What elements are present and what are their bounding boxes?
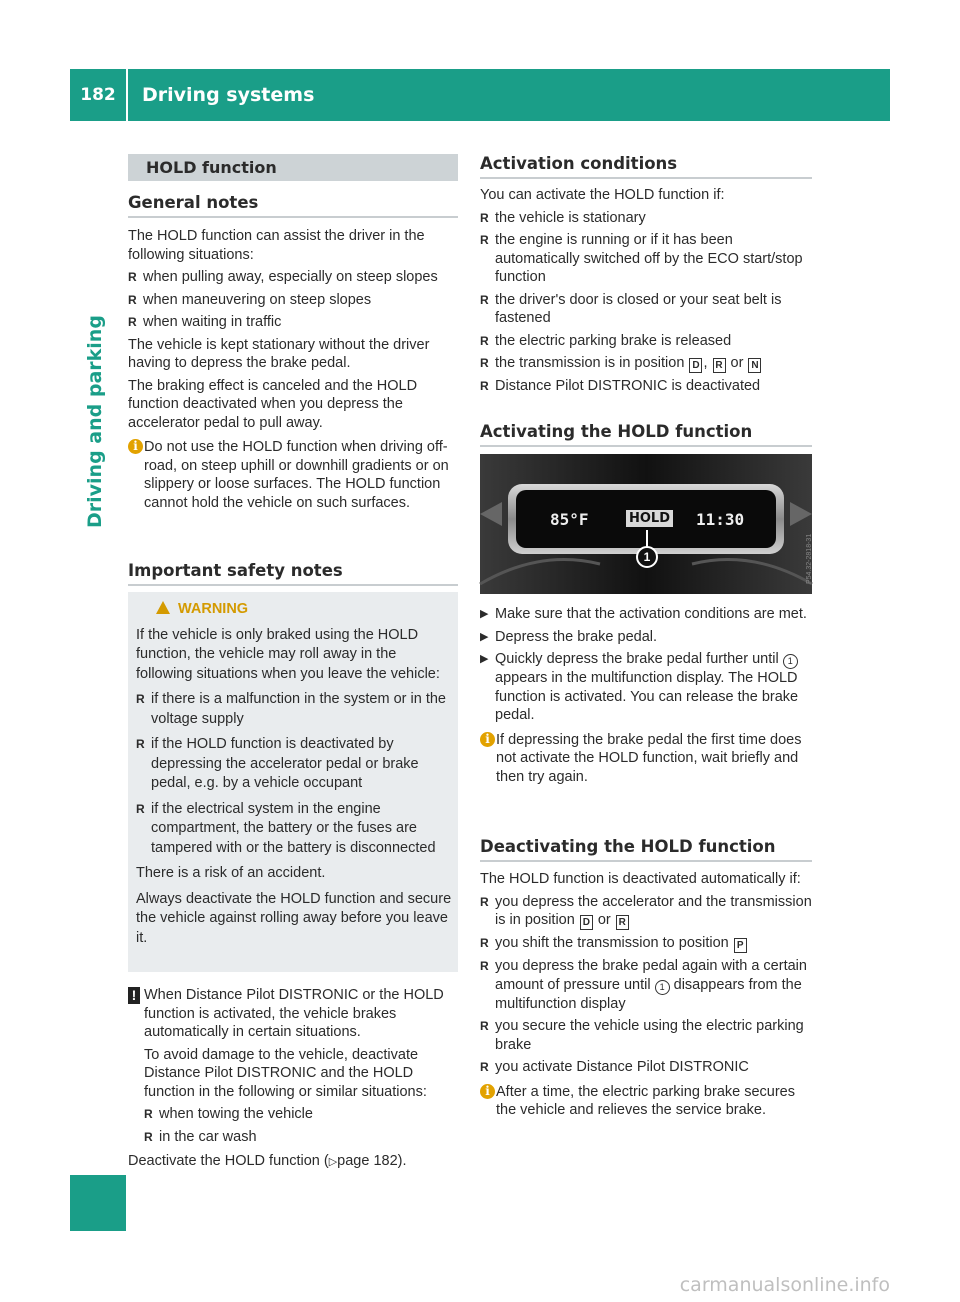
- activating-rule: [480, 445, 812, 447]
- activating-steps: [480, 605, 812, 786]
- exclamation-icon: !: [128, 987, 140, 1004]
- warning-intro: If the vehicle is only braked using the HOLD function, the vehicle may roll away in the following situations when you leave the vehicle:: [136, 626, 440, 682]
- notice-p1: When Distance Pilot DISTRONIC or the HOLD function is activated, the vehicle brakes automatically in certain situations.: [144, 987, 444, 1040]
- notice-p2: To avoid damage to the vehicle, deactivate Distance Pilot DISTRONIC and the HOLD function in the following or similar situations:: [144, 1046, 427, 1100]
- info-icon: i: [480, 732, 495, 747]
- safety-heading: Important safety notes: [128, 561, 343, 580]
- list-item: R Distance Pilot DISTRONIC is deactivated: [480, 378, 761, 394]
- general-notes-info: i Do not use the HOLD function when driving off-road, on steep uphill or downhill gradients or on slippery or loose surfaces. The HOLD function cannot hold the vehicle on such surfaces.: [128, 438, 458, 512]
- hold-function-box: [128, 154, 458, 181]
- deactivating-heading: Deactivating the HOLD function: [480, 837, 776, 856]
- step-arrow-icon: ▶: [480, 608, 489, 620]
- header-divider: [126, 69, 128, 121]
- bullet-icon: R: [128, 270, 137, 284]
- multifunction-display-photo: [480, 454, 812, 594]
- bullet-icon: R: [480, 210, 489, 225]
- list-item: R you shift the transmission to position P: [480, 934, 812, 953]
- page-header: [70, 69, 890, 121]
- gear-d-symbol: D: [689, 358, 702, 373]
- deactivate-reference: Deactivate the HOLD function (▷page 182).: [128, 1153, 407, 1169]
- section-title: Driving systems: [142, 84, 315, 106]
- bullet-icon: R: [480, 1019, 489, 1033]
- list-item: R you depress the brake pedal again with a certain amount of pressure until 1 disappears from the multifunction display: [480, 958, 807, 1012]
- callout-1-symbol: 1: [655, 980, 670, 995]
- bullet-icon: R: [480, 1060, 489, 1074]
- display-hold-indicator: HOLD: [626, 510, 673, 527]
- activation-rule: [480, 177, 812, 179]
- bullet-icon: R: [144, 1107, 153, 1121]
- bullet-icon: R: [480, 379, 489, 393]
- general-notes-p2: The braking effect is canceled and the HOLD function deactivated when you depress the accelerator pedal to pull away.: [128, 377, 418, 431]
- warning-p2: Always deactivate the HOLD function and secure the vehicle against rolling away before you leave it.: [136, 890, 452, 946]
- list-item: ▶ Quickly depress the brake pedal further until 1 appears in the multifunction display. The HOLD function is activated. You can release the brake pedal.: [480, 651, 799, 723]
- general-notes-bullets: [128, 268, 458, 332]
- activating-info: i If depressing the brake pedal the first time does not activate the HOLD function, wait briefly and then try again.: [480, 731, 812, 787]
- general-notes-body: [128, 227, 458, 512]
- list-item: R when waiting in traffic: [128, 314, 282, 330]
- gear-r-symbol: R: [616, 915, 629, 930]
- warning-triangle-icon: [156, 601, 170, 614]
- safety-section: [128, 561, 458, 580]
- info-icon: i: [128, 439, 143, 454]
- list-item: R when maneuvering on steep slopes: [128, 291, 372, 308]
- image-code: P54.32-2818-31: [806, 533, 813, 584]
- warning-box: [128, 592, 458, 972]
- display-temperature: 85°F: [550, 510, 589, 529]
- safety-rule: [128, 584, 458, 586]
- gear-d-symbol: D: [580, 915, 593, 930]
- activating-section: [480, 422, 812, 441]
- step-arrow-icon: ▶: [480, 653, 489, 665]
- bullet-icon: R: [480, 959, 489, 973]
- callout-1-symbol: 1: [783, 654, 798, 669]
- bullet-icon: R: [136, 801, 145, 816]
- warning-label: WARNING: [178, 601, 249, 617]
- list-item: ▶ Make sure that the activation conditions are met.: [480, 606, 807, 622]
- list-item: R the electric parking brake is released: [480, 332, 732, 349]
- bullet-icon: R: [144, 1129, 153, 1144]
- gear-r-symbol: R: [713, 358, 726, 373]
- page-number: 182: [80, 85, 116, 105]
- activation-section: [480, 154, 812, 173]
- deactivating-info: i After a time, the electric parking brake secures the vehicle and relieves the service brake.: [480, 1083, 812, 1120]
- activating-heading: Activating the HOLD function: [480, 422, 753, 441]
- gear-n-symbol: N: [748, 358, 761, 373]
- deactivating-section: [480, 837, 812, 856]
- list-item: R the transmission is in position D , R or N: [480, 354, 812, 373]
- list-item: R the vehicle is stationary: [480, 209, 646, 226]
- watermark: carmanualsonline.info: [679, 1274, 890, 1296]
- list-item: R you activate Distance Pilot DISTRONIC: [480, 1059, 749, 1075]
- list-item: R if there is a malfunction in the system or in the voltage supply: [136, 691, 446, 727]
- list-item: R when towing the vehicle: [144, 1106, 313, 1122]
- notice-block: [128, 986, 458, 1172]
- deactivating-body: [480, 870, 812, 1120]
- side-tab-marker: [70, 1175, 126, 1231]
- bullet-icon: R: [480, 894, 489, 909]
- general-notes-rule: [128, 216, 458, 218]
- step-arrow-icon: ▶: [480, 630, 489, 643]
- bullet-icon: R: [480, 333, 489, 348]
- general-notes-p1: The vehicle is kept stationary without the driver having to depress the brake pedal.: [128, 336, 430, 371]
- bullet-icon: R: [480, 292, 489, 307]
- list-item: R you depress the accelerator and the transmission is in position D or R: [480, 893, 812, 928]
- list-item: R if the electrical system in the engine compartment, the battery or the fuses are tampered with or the battery is disconnected: [136, 800, 436, 856]
- list-item: R the engine is running or if it has been automatically switched off by the ECO start/stop function: [480, 232, 803, 285]
- bullet-icon: R: [136, 737, 145, 751]
- side-tab-label: Driving and parking: [84, 315, 106, 528]
- general-notes-section: [128, 193, 458, 212]
- list-item: R in the car wash: [144, 1128, 257, 1145]
- deactivating-rule: [480, 860, 812, 862]
- activation-body: [480, 186, 812, 396]
- general-notes-heading: General notes: [128, 193, 259, 212]
- general-notes-intro: The HOLD function can assist the driver in the following situations:: [128, 228, 425, 263]
- list-item: R the driver's door is closed or your seat belt is fastened: [480, 291, 782, 326]
- hold-function-title: HOLD function: [146, 158, 277, 177]
- bullet-icon: R: [480, 936, 489, 950]
- bullet-icon: R: [480, 233, 489, 247]
- warning-p1: There is a risk of an accident.: [136, 865, 326, 881]
- info-icon: i: [480, 1084, 495, 1099]
- activation-intro: You can activate the HOLD function if:: [480, 187, 725, 203]
- list-item: ▶ Depress the brake pedal.: [480, 628, 658, 645]
- activation-heading: Activation conditions: [480, 154, 678, 173]
- bullet-icon: R: [136, 692, 145, 706]
- bullet-icon: R: [128, 292, 137, 307]
- page-ref-arrow-icon: ▷: [328, 1156, 338, 1168]
- page-ref-link[interactable]: page 182: [337, 1153, 398, 1169]
- bullet-icon: R: [480, 356, 489, 370]
- list-item: R if the HOLD function is deactivated by depressing the accelerator pedal or brake pedal, e.g. by a vehicle occupant: [136, 736, 419, 791]
- list-item: R when pulling away, especially on steep slopes: [128, 269, 438, 285]
- display-time: 11:30: [696, 510, 745, 529]
- callout-number-icon: 1: [636, 546, 658, 568]
- bullet-icon: R: [128, 315, 137, 329]
- list-item: R you secure the vehicle using the electric parking brake: [480, 1018, 804, 1053]
- deactivating-intro: The HOLD function is deactivated automatically if:: [480, 871, 801, 887]
- gear-p-symbol: P: [734, 938, 747, 953]
